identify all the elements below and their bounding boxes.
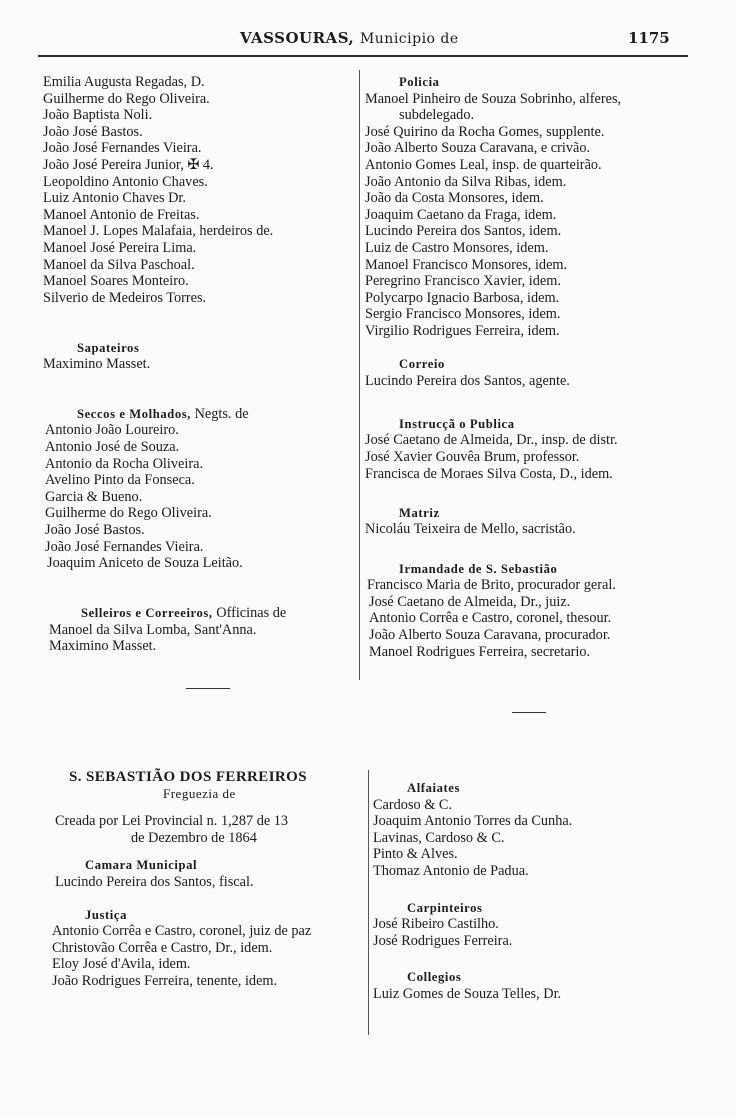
entry-line: João da Costa Monsores, idem. (365, 190, 544, 207)
entry-line: Manoel da Silva Paschoal. (43, 256, 195, 273)
entry-line: Manoel Pinheiro de Souza Sobrinho, alferes, (365, 90, 622, 107)
entry-line: Silverio de Medeiros Torres. (43, 289, 207, 306)
entry-line: João José Fernandes Vieira. (43, 140, 202, 157)
entry-line: Guilherme do Rego Oliveira. (43, 90, 210, 107)
section-heading-seccos (43, 406, 355, 423)
section-heading-sapateiros: Sapateiros (77, 340, 140, 355)
entry-line: João José Bastos. (43, 123, 143, 140)
section-heading-irmandade: Irmandade de S. Sebastião (399, 561, 558, 576)
entry-line: Leopoldino Antonio Chaves. (43, 173, 208, 190)
entry-line: Antonio João Loureiro. (45, 422, 179, 439)
column-divider-top (359, 70, 360, 680)
right-column-bottom (373, 780, 698, 1003)
entry-line: Joaquim Antonio Torres da Cunha. (373, 813, 573, 830)
running-title (240, 29, 459, 47)
entry-line: Avelino Pinto da Fonseca. (45, 472, 195, 489)
entry-line: Joaquim Aniceto de Souza Leitão. (47, 555, 243, 572)
entry-line: José Ribeiro Castilho. (373, 916, 499, 933)
entry-line: Peregrino Francisco Xavier, idem. (365, 273, 561, 290)
parish-creation-line-1: Creada por Lei Provincial n. 1,287 de 13 (55, 813, 289, 830)
entry-line: João Rodrigues Ferreira, tenente, idem. (52, 972, 278, 989)
seccos-heading: Seccos e Molhados, (77, 406, 191, 421)
selleiros-heading-tail: Officinas de (212, 605, 287, 621)
section-heading-selleiros (43, 605, 355, 622)
entry-line: Garcia & Bueno. (45, 488, 143, 505)
entry-line: Virgilio Rodrigues Ferreira, idem. (365, 322, 560, 339)
entry-line: Francisca de Moraes Silva Costa, D., idem. (365, 465, 613, 482)
entry-line: João José Fernandes Vieira. (45, 538, 204, 555)
entry-line: Pinto & Alves. (373, 846, 458, 863)
header-subtitle: Municipio de (359, 31, 459, 47)
parish-subtitle: Freguezia de (163, 785, 236, 801)
entry-line: Joaquim Caetano da Fraga, idem. (365, 206, 557, 223)
entry-line: Polycarpo Ignacio Barbosa, idem. (365, 289, 560, 306)
entry-line: Luiz de Castro Monsores, idem. (365, 239, 549, 256)
section-heading-justica: Justiça (85, 907, 127, 922)
entry-line: Manoel J. Lopes Malafaia, herdeiros de. (43, 223, 274, 240)
page-number: 1175 (628, 29, 670, 47)
seccos-heading-tail: Negts. de (191, 405, 249, 422)
entry-line: Sergio Francisco Monsores, idem. (365, 306, 561, 323)
entry-line: Lucindo Pereira dos Santos, idem. (365, 223, 562, 240)
entry-line: Manoel José Pereira Lima. (43, 239, 197, 256)
entry-line: José Xavier Gouvêa Brum, professor. (365, 449, 580, 466)
entry-line: Lucindo Pereira dos Santos, agente. (365, 372, 570, 389)
parish-creation-line-2: de Dezembro de 1864 (131, 829, 257, 846)
section-heading-camara: Camara Municipal (85, 858, 198, 873)
entry-line: José Caetano de Almeida, Dr., juiz. (369, 593, 571, 610)
entry-line: Manoel Francisco Monsores, idem. (365, 256, 568, 273)
entry-line: Cardoso & C. (373, 796, 453, 813)
page-header (0, 0, 736, 60)
section-dash (186, 688, 230, 689)
entry-line: Manoel Rodrigues Ferreira, secretario. (369, 643, 591, 660)
entry-line: Francisco Maria de Brito, procurador geral. (367, 577, 616, 594)
entry-line: Luiz Gomes de Souza Telles, Dr. (373, 985, 562, 1002)
entry-line: José Rodrigues Ferreira. (373, 932, 513, 949)
left-column-top (43, 74, 355, 655)
entry-line: João Antonio da Silva Ribas, idem. (365, 173, 567, 190)
entry-line: Luiz Antonio Chaves Dr. (43, 190, 186, 207)
entry-line: subdelegado. (399, 107, 475, 124)
entry-line: Manoel da Silva Lomba, Sant'Anna. (49, 621, 257, 638)
right-column-top (365, 74, 695, 660)
entry-line: Antonio José de Souza. (45, 439, 180, 456)
entry-line: João José Pereira Junior, ✠ 4. (43, 156, 214, 173)
entry-line: João Alberto Souza Caravana, procurador. (369, 627, 611, 643)
header-title: VASSOURAS, (240, 29, 355, 47)
entry-line: João Baptista Noli. (43, 107, 153, 124)
entry-line: Manoel Soares Monteiro. (43, 273, 189, 290)
entry-line: Antonio Corrêa e Castro, coronel, juiz de paz (52, 923, 312, 940)
section-heading-instruccao: Instrucçã o Publica (399, 416, 515, 431)
parish-title: S. SEBASTIÃO DOS FERREIROS (69, 769, 307, 785)
section-heading-matriz: Matriz (399, 505, 440, 520)
entry-line: Lucindo Pereira dos Santos, fiscal. (55, 873, 254, 890)
entry-line: Eloy José d'Avila, idem. (52, 956, 191, 973)
entry-line: Emilia Augusta Regadas, D. (43, 74, 205, 90)
entry-line: Maximino Masset. (49, 638, 157, 655)
header-rule (38, 55, 688, 57)
section-heading-alfaiates: Alfaiates (407, 781, 460, 795)
section-heading-correio: Correio (399, 357, 445, 372)
entry-line: Antonio Gomes Leal, insp. de quarteirão. (365, 156, 602, 173)
entry-line: José Caetano de Almeida, Dr., insp. de distr. (365, 432, 618, 449)
selleiros-heading: Selleiros e Correeiros, (81, 606, 213, 620)
entry-line: Thomaz Antonio de Padua. (373, 862, 529, 879)
entry-line: Maximino Masset. (43, 356, 151, 373)
entry-line: Guilherme do Rego Oliveira. (45, 505, 212, 522)
entry-line: Lavinas, Cardoso & C. (373, 829, 505, 846)
entry-line: Antonio Corrêa e Castro, coronel, thesour. (369, 610, 612, 627)
entry-line: Nicoláu Teixeira de Mello, sacristão. (365, 521, 576, 538)
left-column-bottom (52, 769, 370, 990)
section-dash-right (512, 712, 546, 713)
section-heading-carpinteiros: Carpinteiros (407, 900, 483, 915)
entry-line: João José Bastos. (45, 522, 145, 539)
entry-line: Manoel Antonio de Freitas. (43, 206, 200, 223)
entry-line: Antonio da Rocha Oliveira. (45, 455, 204, 472)
section-heading-policia: Policia (399, 75, 440, 89)
entry-line: José Quirino da Rocha Gomes, supplente. (365, 123, 605, 140)
entry-line: João Alberto Souza Caravana, e crivão. (365, 140, 591, 157)
entry-line: Christovão Corrêa e Castro, Dr., idem. (52, 939, 273, 956)
section-heading-collegios: Collegios (407, 970, 462, 985)
